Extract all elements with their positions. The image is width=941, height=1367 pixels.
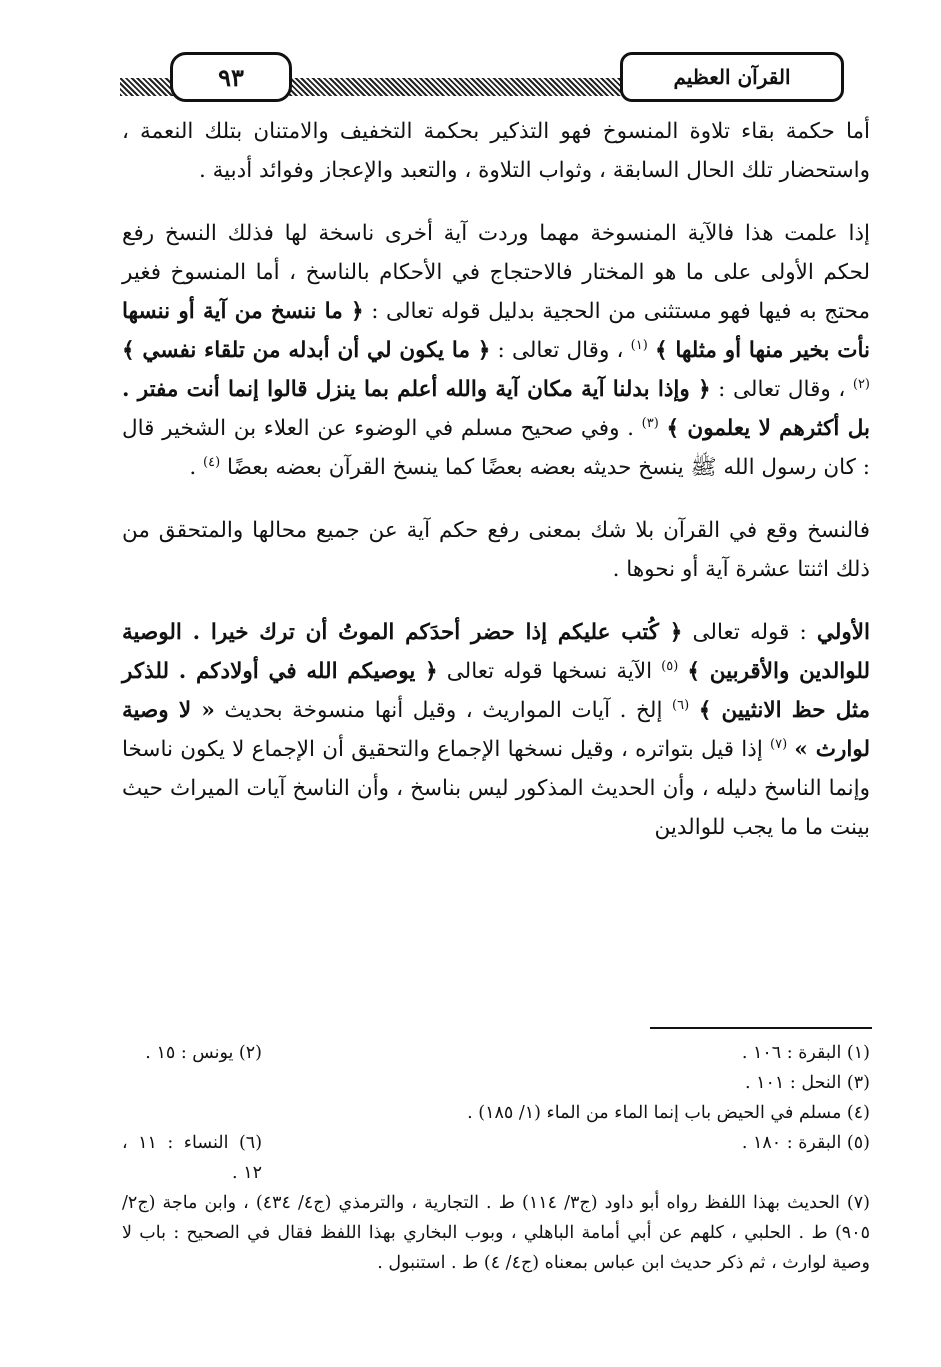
text-span: إذا قيل بتواتره ، وقيل نسخها الإجماع والتحقيق أن الإجماع لا يكون ناسخا وإنما الناسخ دليله ، وأن الحديث المذكور ليس بناسخ ، وأن الناسخ آيات الميراث حيث بينت ما ما يجب للوالدين	[122, 737, 870, 840]
footnote-1: (١) البقرة : ١٠٦ .	[741, 1043, 870, 1063]
paragraph-4	[122, 613, 870, 847]
hadith-quote: « لا وصية لوارث »	[122, 698, 870, 762]
text-span: إذا علمت هذا فالآية المنسوخة مهما وردت آية أخرى ناسخة لها فذلك النسخ رفع لحكم الأولى على ما هو المختار فالاحتجاج في الأحكام بالناسخ ، أما المنسوخ فغير محتج به فيها فهو مستثنى من الحجية بدليل قوله تعالى :	[122, 221, 870, 324]
page-number: ٩٣	[170, 52, 292, 102]
section-lead-word: الأولي	[816, 620, 870, 645]
footnote-6: (٦) النساء : ١١ ، ١٢ .	[122, 1133, 263, 1183]
footnote-ref-7[interactable]: (٧)	[770, 736, 788, 752]
footnote-5: (٥) البقرة : ١٨٠ .	[741, 1133, 870, 1153]
footnote-4: (٤) مسلم في الحيض باب إنما الماء من الماء (١/ ١٨٥) .	[467, 1103, 870, 1123]
page-header	[120, 52, 842, 110]
footnote-ref-2[interactable]: (٢)	[852, 376, 870, 392]
footnote-2: (٢) يونس : ١٥ .	[145, 1043, 262, 1063]
footnote-row	[122, 1068, 870, 1098]
footnote-ref-3[interactable]: (٣)	[641, 415, 659, 431]
footnote-ref-5[interactable]: (٥)	[661, 658, 679, 674]
footnotes	[122, 1038, 870, 1278]
main-text	[122, 112, 870, 871]
quran-quote: ﴿ يوصيكم الله في أولادكم . للذكر مثل حظ الانثيين ﴾	[122, 659, 870, 723]
paragraph-2	[122, 214, 870, 487]
footnote-ref-1[interactable]: (١)	[630, 337, 648, 353]
footnote-ref-6[interactable]: (٦)	[672, 697, 690, 713]
quran-quote: ﴿ كُتب عليكم إذا حضر أحدَكم الموتُ أن ترك خيرا . الوصية للوالدين والأقربين ﴾	[122, 620, 870, 684]
text-span: الآية نسخها قوله تعالى	[437, 659, 653, 684]
footnote-divider	[650, 1027, 872, 1029]
footnote-ref-4[interactable]: (٤)	[203, 454, 221, 470]
text-span: إلخ . آيات المواريث ، وقيل أنها منسوخة بحديث	[214, 698, 663, 723]
text-span: . وفي صحيح مسلم في الوضوء عن العلاء بن الشخير قال : كان رسول الله ﷺ ينسخ حديثه بعضه بعضًا كما ينسخ القرآن بعضه بعضًا	[122, 416, 870, 480]
footnote-row	[122, 1038, 870, 1068]
text-span: .	[189, 455, 197, 480]
footnote-3: (٣) النحل : ١٠١ .	[744, 1073, 870, 1093]
text-span: : قوله تعالى	[682, 620, 807, 645]
running-title: القرآن العظيم	[620, 52, 844, 102]
quran-quote: ﴿ ما يكون لي أن أبدله من تلقاء نفسي ﴾	[122, 338, 491, 363]
quran-quote: ﴿ ما ننسخ من آية أو ننسها نأت بخير منها أو مثلها ﴾	[122, 299, 871, 363]
footnote-row	[122, 1128, 870, 1188]
paragraph-1: أما حكمة بقاء تلاوة المنسوخ فهو التذكير بحكمة التخفيف والامتنان بتلك النعمة ، واستحضار تلك الحال السابقة ، وثواب التلاوة ، والتعبد والإعجاز وفوائد أدبية .	[122, 119, 870, 183]
footnote-row	[122, 1098, 870, 1128]
footnote-7: (٧) الحديث بهذا اللفظ رواه أبو داود (ج٣/ ١١٤) ط . التجارية ، والترمذي (ج٤/ ٤٣٤) ، وابن ماجة (ج٢/ ٩٠٥) ط . الحلبي ، كلهم عن أبي أمامة الباهلي ، وبوب البخاري بهذا اللفظ فقال في الصحيح : باب لا وصية لوارث ، ثم ذكر حديث ابن عباس بمعناه (ج٤/ ٤) ط . استنبول .	[122, 1193, 870, 1273]
text-span: ، وقال تعالى :	[490, 338, 624, 363]
text-span: ، وقال تعالى :	[710, 377, 846, 402]
paragraph-3: فالنسخ وقع في القرآن بلا شك بمعنى رفع حكم آية عن جميع محالها والمتحقق من ذلك اثنتا عشرة آية أو نحوها .	[122, 518, 870, 582]
quran-quote: ﴿ وإذا بدلنا آية مكان آية والله أعلم بما ينزل قالوا إنما أنت مفتر . بل أكثرهم لا يعلمون ﴾	[122, 377, 870, 441]
